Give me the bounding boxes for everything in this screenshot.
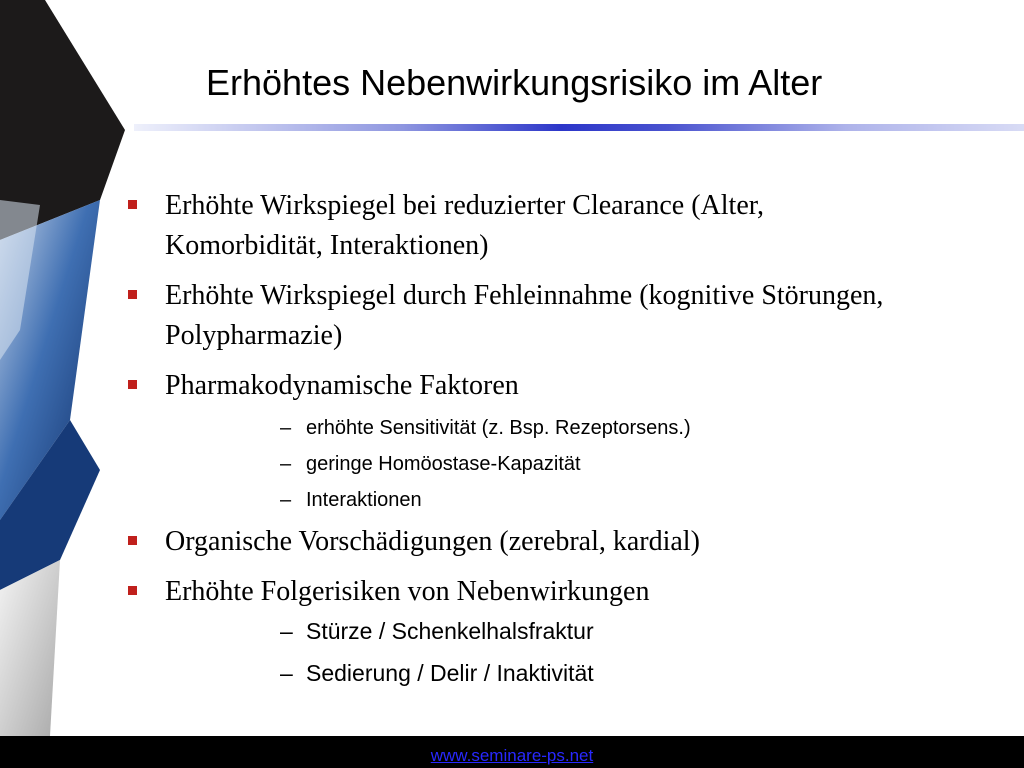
square-bullet-icon: [128, 586, 137, 595]
slide-title: Erhöhtes Nebenwirkungsrisiko im Alter: [206, 62, 823, 103]
square-bullet-icon: [128, 536, 137, 545]
sub-bullet-list: [128, 410, 918, 518]
dash-marker: –: [280, 489, 292, 511]
sub-bullet-item: [128, 410, 918, 446]
sub-bullet-item: [128, 652, 918, 694]
dash-marker: –: [280, 417, 292, 439]
bullet-item: [128, 366, 918, 406]
website-link[interactable]: www.seminare-ps.net: [430, 746, 594, 765]
bullet-text: Erhöhte Wirkspiegel bei reduzierter Clearance (Alter, Komorbidität, Interaktionen): [165, 190, 764, 261]
sub-bullet-text: Sedierung / Delir / Inaktivität: [306, 660, 594, 686]
footer-bar: [0, 736, 1024, 768]
square-bullet-icon: [128, 380, 137, 389]
bullet-item: [128, 572, 918, 612]
sub-bullet-text: geringe Homöostase-Kapazität: [306, 453, 581, 475]
bullet-text: Erhöhte Folgerisiken von Nebenwirkungen: [165, 576, 650, 607]
sub-bullet-item: [128, 482, 918, 518]
sub-bullet-group: [128, 610, 918, 694]
bullet-text: Erhöhte Wirkspiegel durch Fehleinnahme (kognitive Störungen, Polypharmazie): [165, 280, 884, 351]
sub-bullet-group: [128, 410, 918, 518]
bullet-item: [128, 522, 918, 562]
bullet-text: Organische Vorschädigungen (zerebral, kardial): [165, 526, 700, 557]
bullet-list: [128, 186, 918, 694]
dash-marker: –: [280, 660, 293, 686]
bullet-item: [128, 186, 918, 266]
sub-bullet-text: Stürze / Schenkelhalsfraktur: [306, 618, 594, 644]
square-bullet-icon: [128, 200, 137, 209]
sub-bullet-item: [128, 446, 918, 482]
sub-bullet-text: Interaktionen: [306, 489, 422, 511]
sub-bullet-text: erhöhte Sensitivität (z. Bsp. Rezeptorsens.): [306, 417, 691, 439]
title-underline: [134, 124, 1024, 131]
square-bullet-icon: [128, 290, 137, 299]
decorative-side-graphic: [0, 0, 140, 736]
dash-marker: –: [280, 618, 293, 644]
bullet-item: [128, 276, 918, 356]
sub-bullet-item: [128, 610, 918, 652]
bullet-text: Pharmakodynamische Faktoren: [165, 370, 519, 401]
dash-marker: –: [280, 453, 292, 475]
sub-bullet-list: [128, 610, 918, 694]
